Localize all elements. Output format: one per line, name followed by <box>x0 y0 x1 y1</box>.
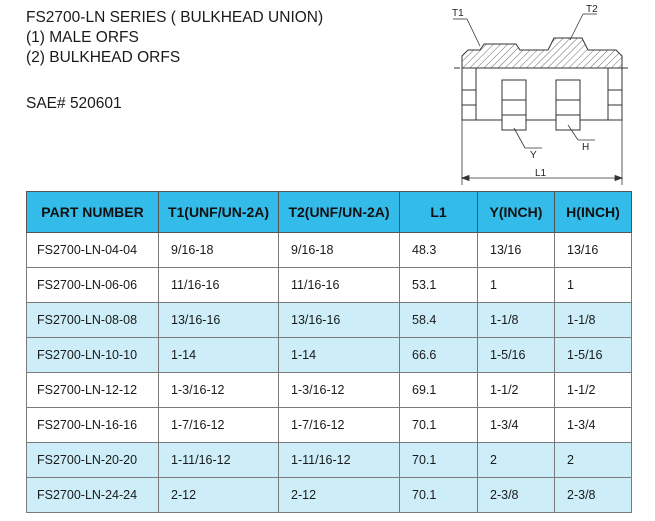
t2-cell: 1-14 <box>279 338 400 373</box>
h-cell: 2-3/8 <box>555 478 632 513</box>
h-label: H <box>582 142 590 153</box>
col-t1: T1(UNF/UN-2A) <box>159 192 279 233</box>
t2-cell: 2-12 <box>279 478 400 513</box>
document-header <box>26 8 323 68</box>
y-cell: 1-5/16 <box>478 338 555 373</box>
l1-label: L1 <box>535 168 547 179</box>
part-number-cell: FS2700-LN-20-20 <box>27 443 159 478</box>
series-title: FS2700-LN SERIES ( BULKHEAD UNION) <box>26 9 324 26</box>
t1-cell: 1-14 <box>159 338 279 373</box>
t1-cell: 9/16-18 <box>159 233 279 268</box>
y-cell: 1-1/2 <box>478 373 555 408</box>
part-number-cell: FS2700-LN-16-16 <box>27 408 159 443</box>
t2-cell: 1-3/16-12 <box>279 373 400 408</box>
h-cell: 1-1/2 <box>555 373 632 408</box>
t1-label: T1 <box>452 8 464 19</box>
table-row <box>27 478 632 513</box>
table-row <box>27 233 632 268</box>
part-number-cell: FS2700-LN-08-08 <box>27 303 159 338</box>
table-row <box>27 408 632 443</box>
y-cell: 2 <box>478 443 555 478</box>
h-cell: 13/16 <box>555 233 632 268</box>
l1-cell: 48.3 <box>400 233 478 268</box>
h-cell: 1-1/8 <box>555 303 632 338</box>
y-cell: 1-1/8 <box>478 303 555 338</box>
t2-cell: 1-11/16-12 <box>279 443 400 478</box>
h-cell: 1 <box>555 268 632 303</box>
col-h: H(INCH) <box>555 192 632 233</box>
part-number-cell: FS2700-LN-10-10 <box>27 338 159 373</box>
t1-cell: 11/16-16 <box>159 268 279 303</box>
fitting-outline <box>454 38 630 130</box>
part-number-cell: FS2700-LN-06-06 <box>27 268 159 303</box>
y-cell: 13/16 <box>478 233 555 268</box>
t2-cell: 9/16-18 <box>279 233 400 268</box>
t2-cell: 13/16-16 <box>279 303 400 338</box>
t1-cell: 1-3/16-12 <box>159 373 279 408</box>
col-part-number: PART NUMBER <box>27 192 159 233</box>
y-cell: 1 <box>478 268 555 303</box>
part-number-cell: FS2700-LN-24-24 <box>27 478 159 513</box>
y-label: Y <box>530 150 537 161</box>
h-cell: 1-3/4 <box>555 408 632 443</box>
table-row <box>27 268 632 303</box>
l1-cell: 70.1 <box>400 408 478 443</box>
y-cell: 2-3/8 <box>478 478 555 513</box>
col-t2: T2(UNF/UN-2A) <box>279 192 400 233</box>
l1-cell: 66.6 <box>400 338 478 373</box>
t2-cell: 11/16-16 <box>279 268 400 303</box>
t2-label: T2 <box>586 4 598 15</box>
table-row <box>27 338 632 373</box>
col-l1: L1 <box>400 192 478 233</box>
part-number-cell: FS2700-LN-12-12 <box>27 373 159 408</box>
l1-cell: 53.1 <box>400 268 478 303</box>
y-cell: 1-3/4 <box>478 408 555 443</box>
bulkhead-union-drawing <box>430 0 655 190</box>
l1-cell: 70.1 <box>400 478 478 513</box>
bulkhead-orfs-line: (2) BULKHEAD ORFS <box>26 49 181 66</box>
h-cell: 2 <box>555 443 632 478</box>
t1-cell: 1-7/16-12 <box>159 408 279 443</box>
table-row <box>27 443 632 478</box>
table-row <box>27 303 632 338</box>
t1-cell: 2-12 <box>159 478 279 513</box>
t2-cell: 1-7/16-12 <box>279 408 400 443</box>
col-y: Y(INCH) <box>478 192 555 233</box>
l1-cell: 70.1 <box>400 443 478 478</box>
l1-cell: 58.4 <box>400 303 478 338</box>
spec-table <box>26 191 632 513</box>
part-number-cell: FS2700-LN-04-04 <box>27 233 159 268</box>
t1-cell: 1-11/16-12 <box>159 443 279 478</box>
table-row <box>27 373 632 408</box>
h-cell: 1-5/16 <box>555 338 632 373</box>
male-orfs-line: (1) MALE ORFS <box>26 29 139 46</box>
sae-number: SAE# 520601 <box>26 95 122 112</box>
table-header-row <box>27 192 632 233</box>
l1-cell: 69.1 <box>400 373 478 408</box>
t1-cell: 13/16-16 <box>159 303 279 338</box>
